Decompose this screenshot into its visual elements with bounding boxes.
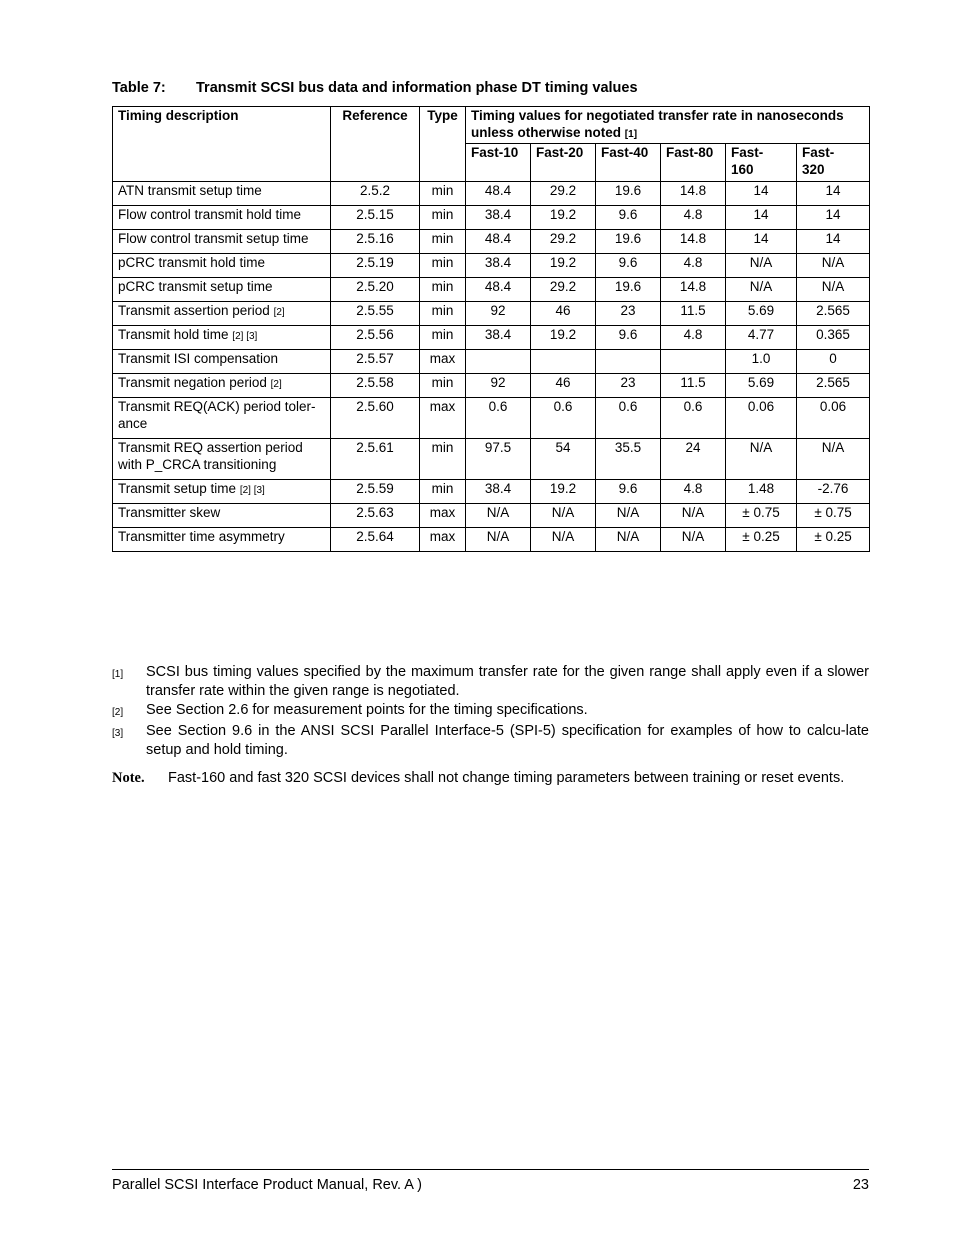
footnote-item	[112, 701, 869, 722]
cell-value: 14.8	[661, 278, 726, 302]
cell-type: min	[420, 278, 466, 302]
cell-value: 0.6	[661, 398, 726, 439]
cell-reference: 2.5.20	[331, 278, 420, 302]
cell-value: 48.4	[466, 278, 531, 302]
cell-value: 92	[466, 302, 531, 326]
cell-value: ± 0.25	[726, 528, 797, 552]
cell-value: ± 0.75	[726, 504, 797, 528]
footnote-mark: [2]	[112, 707, 124, 718]
cell-value: 24	[661, 439, 726, 480]
cell-value: ± 0.75	[797, 504, 870, 528]
header-rate-line: 320	[802, 162, 825, 177]
table-row	[113, 350, 870, 374]
footnote-ref: [2] [3]	[232, 331, 258, 342]
cell-value: 19.6	[596, 230, 661, 254]
header-rate-6	[797, 144, 870, 182]
cell-value: 9.6	[596, 206, 661, 230]
cell-reference: 2.5.58	[331, 374, 420, 398]
cell-description	[113, 278, 331, 302]
footer-rule	[112, 1169, 869, 1170]
cell-value: 4.8	[661, 254, 726, 278]
cell-value: 38.4	[466, 480, 531, 504]
header-rate-line: Fast-40	[601, 145, 649, 160]
cell-type: max	[420, 504, 466, 528]
table-row	[113, 374, 870, 398]
table-row	[113, 182, 870, 206]
cell-value: N/A	[726, 278, 797, 302]
cell-type: min	[420, 206, 466, 230]
cell-reference: 2.5.16	[331, 230, 420, 254]
header-timing-group	[466, 107, 870, 144]
table-row	[113, 254, 870, 278]
timing-table	[112, 106, 870, 552]
cell-value: 35.5	[596, 439, 661, 480]
cell-value: 14.8	[661, 182, 726, 206]
header-rate-2	[531, 144, 596, 182]
cell-description	[113, 206, 331, 230]
cell-value: 14	[726, 230, 797, 254]
cell-value: 92	[466, 374, 531, 398]
cell-description	[113, 302, 331, 326]
cell-value: 0.6	[596, 398, 661, 439]
cell-value: 19.2	[531, 326, 596, 350]
cell-value: 19.2	[531, 254, 596, 278]
cell-value: N/A	[531, 528, 596, 552]
cell-value: 19.6	[596, 278, 661, 302]
cell-value: N/A	[726, 254, 797, 278]
cell-value: 11.5	[661, 374, 726, 398]
header-rate-line: Fast-10	[471, 145, 519, 160]
description-text: Flow control transmit setup time	[118, 231, 309, 246]
cell-value: 4.8	[661, 480, 726, 504]
cell-type: min	[420, 254, 466, 278]
cell-reference: 2.5.57	[331, 350, 420, 374]
description-text: Transmitter time asymmetry	[118, 529, 285, 544]
cell-value: 23	[596, 302, 661, 326]
cell-description	[113, 480, 331, 504]
cell-value: N/A	[661, 504, 726, 528]
header-rate-line: Fast-20	[536, 145, 584, 160]
cell-value: 0	[797, 350, 870, 374]
footnote-ref: [2] [3]	[239, 485, 265, 496]
cell-description	[113, 528, 331, 552]
cell-description	[113, 504, 331, 528]
note-text: Fast-160 and fast 320 SCSI devices shall not change timing parameters between training or reset events.	[168, 770, 845, 786]
header-timing-description: Timing description	[113, 107, 331, 182]
header-type: Type	[420, 107, 466, 182]
description-text: Transmit REQ assertion period with P_CRCA transitioning	[118, 440, 303, 472]
cell-value: 14	[797, 182, 870, 206]
cell-value: N/A	[596, 528, 661, 552]
cell-value: 46	[531, 374, 596, 398]
cell-reference: 2.5.56	[331, 326, 420, 350]
cell-value: N/A	[797, 254, 870, 278]
description-text: Transmit REQ(ACK) period toler-ance	[118, 399, 316, 431]
header-rate-line: Fast-80	[666, 145, 714, 160]
page-number: 23	[852, 1177, 869, 1193]
table-row	[113, 278, 870, 302]
cell-type: min	[420, 182, 466, 206]
description-text: Transmit hold time	[118, 327, 229, 342]
cell-description	[113, 230, 331, 254]
header-rate-line: Fast-	[802, 145, 835, 160]
header-rate-line: 160	[731, 162, 754, 177]
description-text: ATN transmit setup time	[118, 183, 262, 198]
description-text: Transmit ISI compensation	[118, 351, 279, 366]
cell-value: 48.4	[466, 182, 531, 206]
cell-value: N/A	[726, 439, 797, 480]
note-label: Note.	[112, 770, 145, 786]
footnote-ref: [2]	[270, 379, 282, 390]
table-row	[113, 230, 870, 254]
cell-value: 4.77	[726, 326, 797, 350]
cell-value: 14.8	[661, 230, 726, 254]
cell-value: 29.2	[531, 182, 596, 206]
cell-type: max	[420, 350, 466, 374]
cell-reference: 2.5.59	[331, 480, 420, 504]
cell-value: 1.0	[726, 350, 797, 374]
cell-value: 0.6	[466, 398, 531, 439]
cell-value: N/A	[531, 504, 596, 528]
footnote-item	[112, 663, 869, 701]
footnote-text: See Section 2.6 for measurement points for the timing specifications.	[146, 702, 588, 718]
cell-value	[531, 350, 596, 374]
description-text: Transmit setup time	[118, 481, 237, 496]
cell-reference: 2.5.19	[331, 254, 420, 278]
table-row	[113, 326, 870, 350]
cell-value: 48.4	[466, 230, 531, 254]
table-caption	[112, 80, 638, 96]
table-row	[113, 302, 870, 326]
header-rate-3	[596, 144, 661, 182]
header-rate-1	[466, 144, 531, 182]
footnotes	[112, 663, 869, 788]
cell-reference: 2.5.15	[331, 206, 420, 230]
table-row	[113, 439, 870, 480]
cell-value: 14	[797, 206, 870, 230]
cell-value: 14	[726, 182, 797, 206]
cell-value: 0.06	[797, 398, 870, 439]
cell-description	[113, 398, 331, 439]
footnote-mark: [3]	[112, 728, 124, 739]
cell-description	[113, 350, 331, 374]
cell-reference: 2.5.60	[331, 398, 420, 439]
note	[112, 769, 869, 788]
cell-value: 0.365	[797, 326, 870, 350]
cell-value: 46	[531, 302, 596, 326]
description-text: Transmit negation period	[118, 375, 267, 390]
header-rate-5	[726, 144, 797, 182]
header-rate-4	[661, 144, 726, 182]
footnote-text: See Section 9.6 in the ANSI SCSI Parallel Interface-5 (SPI-5) specification for examples of how to calcu-late setup and hold timing.	[146, 723, 869, 758]
cell-value: 0.06	[726, 398, 797, 439]
cell-value: 19.2	[531, 480, 596, 504]
header-group-ref: [1]	[624, 129, 638, 140]
cell-reference: 2.5.63	[331, 504, 420, 528]
description-text: Transmitter skew	[118, 505, 221, 520]
cell-type: min	[420, 302, 466, 326]
cell-value: 1.48	[726, 480, 797, 504]
cell-value: 11.5	[661, 302, 726, 326]
cell-value: 2.565	[797, 374, 870, 398]
footnote-ref: [2]	[273, 307, 285, 318]
cell-reference: 2.5.2	[331, 182, 420, 206]
cell-description	[113, 374, 331, 398]
cell-type: min	[420, 480, 466, 504]
table-row	[113, 528, 870, 552]
cell-value: 14	[726, 206, 797, 230]
cell-description	[113, 326, 331, 350]
cell-value: ± 0.25	[797, 528, 870, 552]
cell-value: N/A	[466, 528, 531, 552]
cell-reference: 2.5.55	[331, 302, 420, 326]
cell-value: 54	[531, 439, 596, 480]
description-text: Transmit assertion period	[118, 303, 270, 318]
cell-reference: 2.5.61	[331, 439, 420, 480]
cell-value: 9.6	[596, 326, 661, 350]
cell-value	[596, 350, 661, 374]
cell-value: 4.8	[661, 326, 726, 350]
table-row	[113, 206, 870, 230]
table-row	[113, 398, 870, 439]
footnote-item	[112, 722, 869, 760]
cell-value: N/A	[596, 504, 661, 528]
description-text: pCRC transmit setup time	[118, 279, 273, 294]
cell-value: 97.5	[466, 439, 531, 480]
footnote-mark: [1]	[112, 669, 124, 680]
cell-value: 29.2	[531, 278, 596, 302]
cell-value: 23	[596, 374, 661, 398]
cell-value: 2.565	[797, 302, 870, 326]
cell-value: 0.6	[531, 398, 596, 439]
cell-type: min	[420, 326, 466, 350]
cell-reference: 2.5.64	[331, 528, 420, 552]
cell-value: 19.2	[531, 206, 596, 230]
header-group-text: Timing values for negotiated transfer rate in nanoseconds unless otherwise noted	[471, 108, 844, 140]
table-number: Table 7:	[112, 80, 166, 96]
description-text: pCRC transmit hold time	[118, 255, 266, 270]
cell-type: max	[420, 398, 466, 439]
cell-value	[466, 350, 531, 374]
description-text: Flow control transmit hold time	[118, 207, 302, 222]
cell-value: N/A	[466, 504, 531, 528]
cell-type: max	[420, 528, 466, 552]
cell-value: 19.6	[596, 182, 661, 206]
cell-type: min	[420, 374, 466, 398]
cell-description	[113, 182, 331, 206]
footer-title: Parallel SCSI Interface Product Manual, Rev. A )	[112, 1177, 423, 1193]
footnote-text: SCSI bus timing values specified by the maximum transfer rate for the given range shall apply even if a slower transfer rate within the given range is negotiated.	[146, 664, 869, 699]
cell-value: 9.6	[596, 480, 661, 504]
table-row	[113, 480, 870, 504]
cell-value: 29.2	[531, 230, 596, 254]
table-title: Transmit SCSI bus data and information phase DT timing values	[196, 80, 638, 96]
cell-value: N/A	[797, 278, 870, 302]
cell-value: 9.6	[596, 254, 661, 278]
cell-type: min	[420, 230, 466, 254]
cell-value: -2.76	[797, 480, 870, 504]
cell-type: min	[420, 439, 466, 480]
header-reference: Reference	[331, 107, 420, 182]
cell-value: N/A	[661, 528, 726, 552]
cell-value: N/A	[797, 439, 870, 480]
cell-value: 5.69	[726, 374, 797, 398]
cell-value: 38.4	[466, 254, 531, 278]
cell-value: 38.4	[466, 326, 531, 350]
cell-value: 4.8	[661, 206, 726, 230]
cell-value: 5.69	[726, 302, 797, 326]
cell-value: 14	[797, 230, 870, 254]
table-row	[113, 504, 870, 528]
cell-description	[113, 439, 331, 480]
header-rate-line: Fast-	[731, 145, 764, 160]
cell-value: 38.4	[466, 206, 531, 230]
cell-description	[113, 254, 331, 278]
cell-value	[661, 350, 726, 374]
